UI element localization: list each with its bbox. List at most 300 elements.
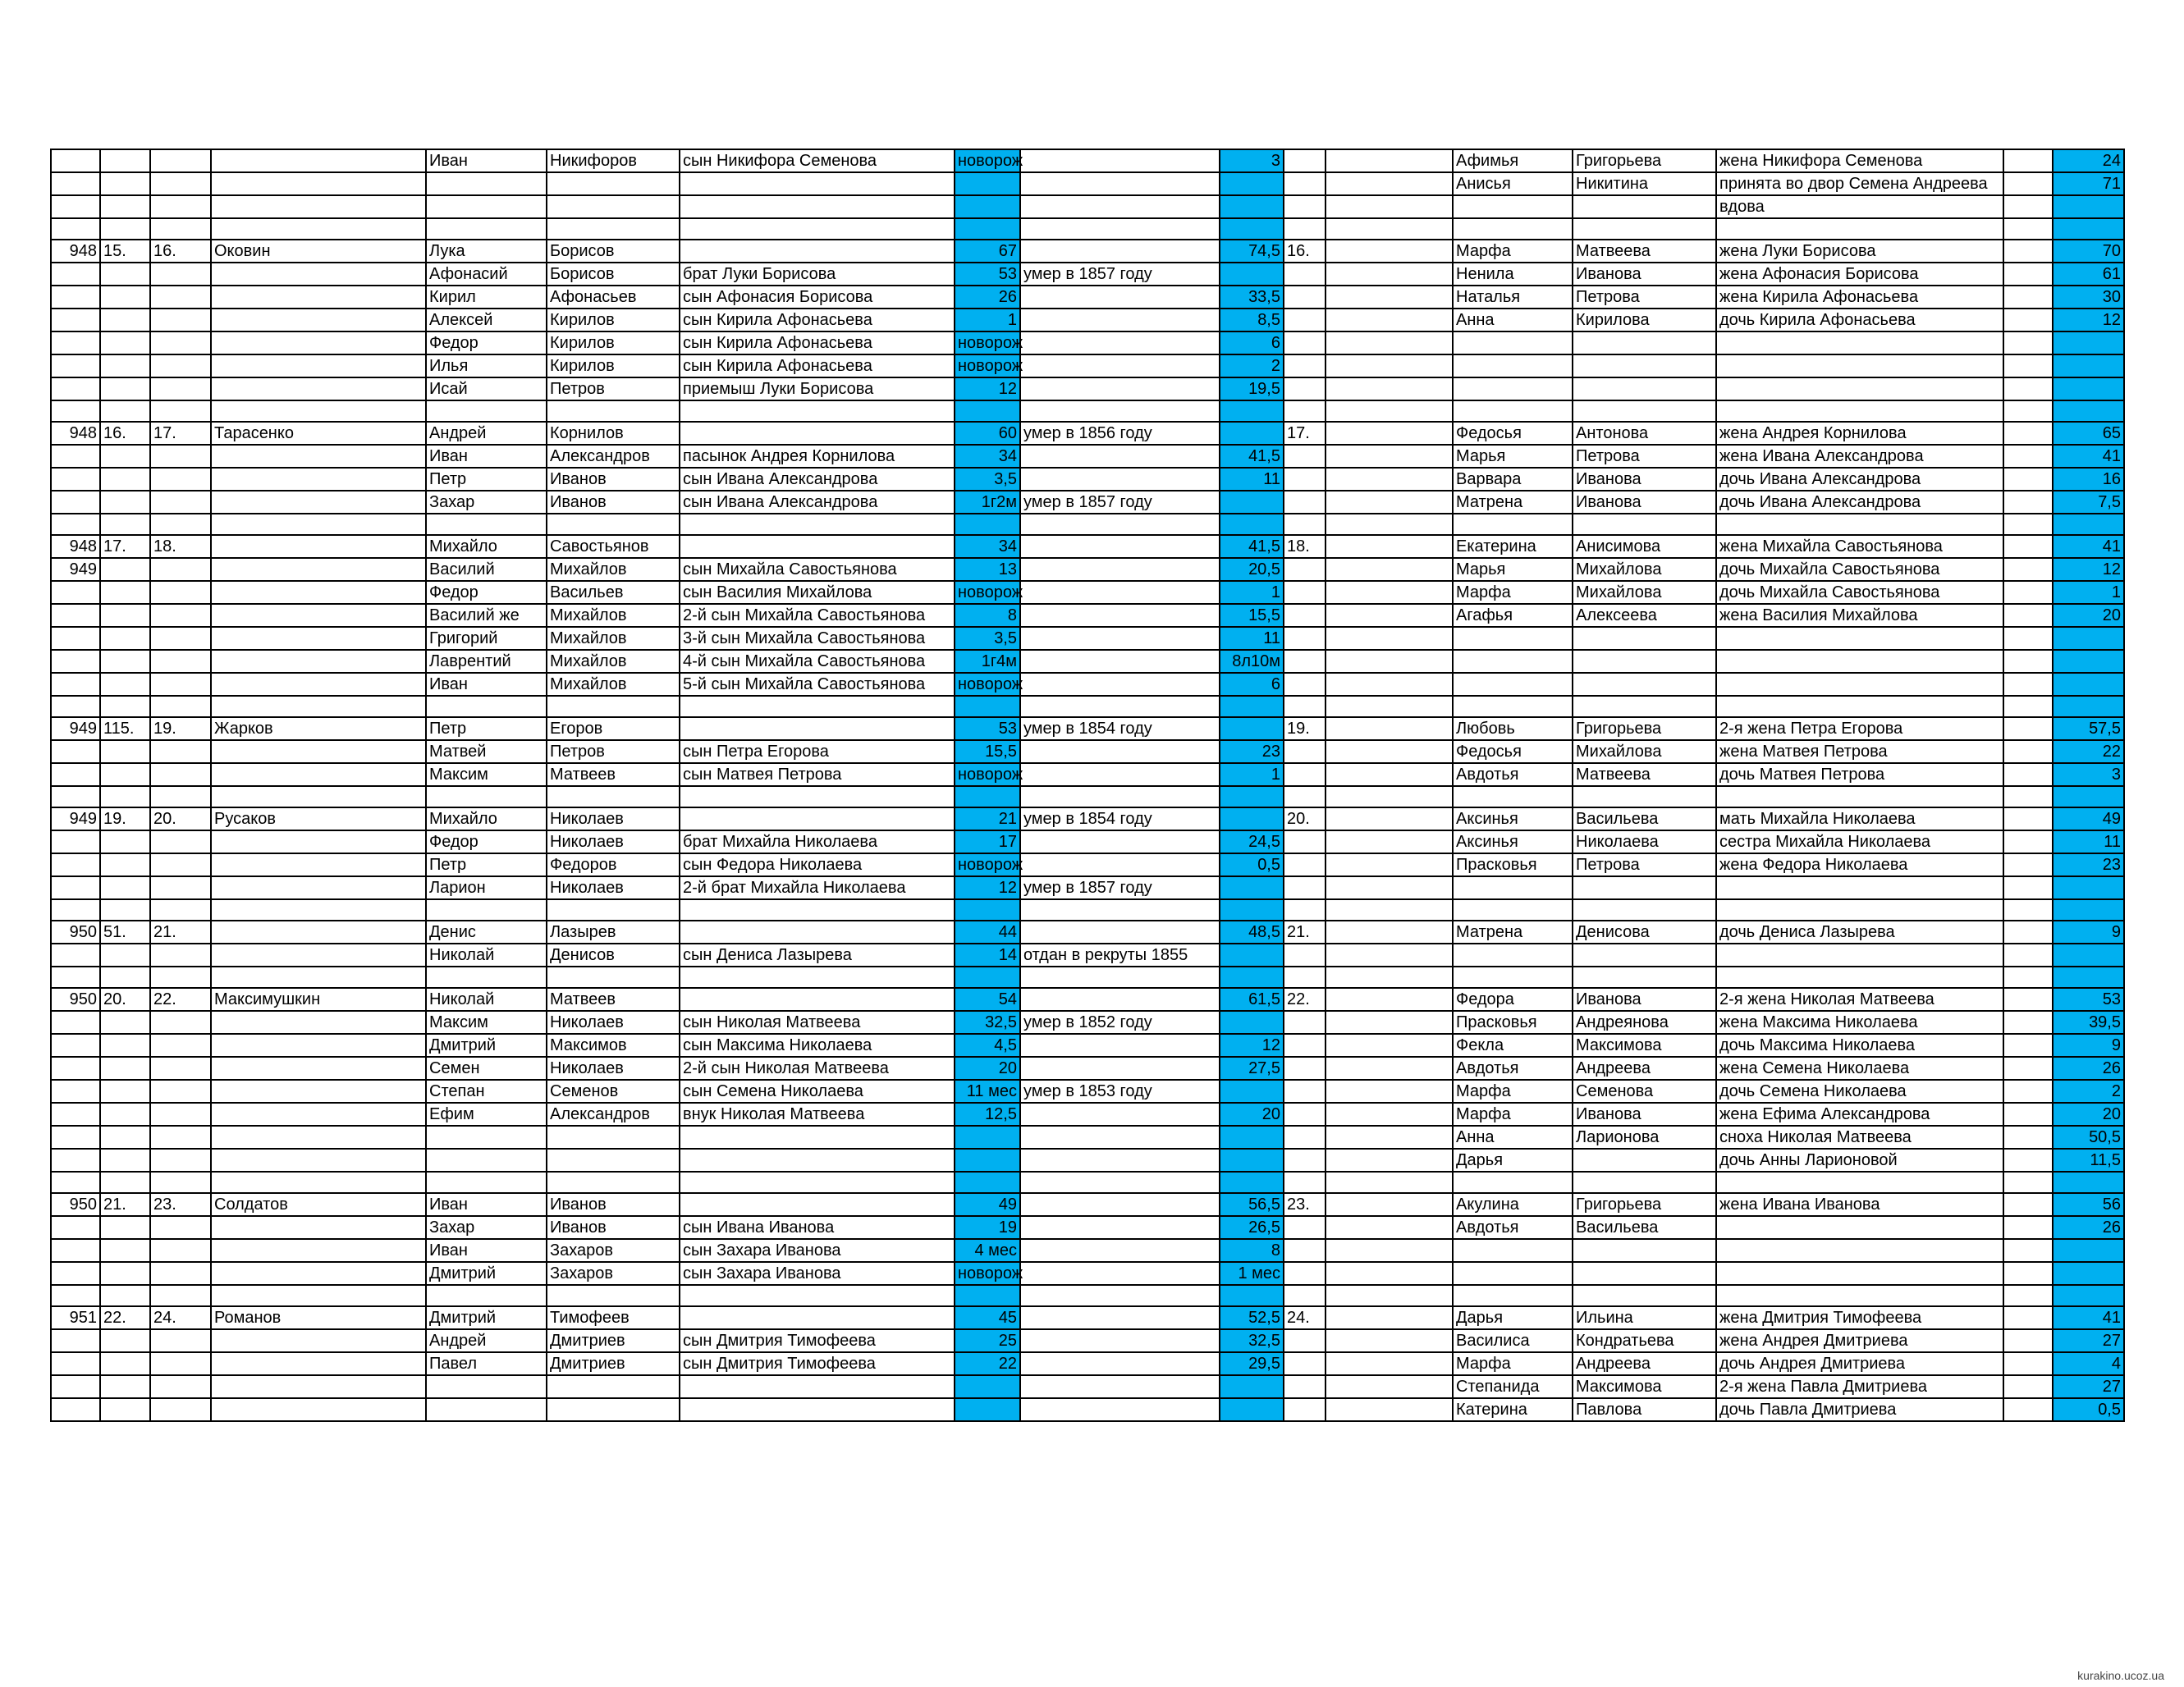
cell-female-patronymic: Максимова (1573, 1375, 1716, 1398)
cell-surname (211, 763, 426, 786)
cell-male-age-now: 48,5 (1220, 921, 1284, 944)
cell-male-relation (680, 422, 955, 445)
cell-new-household (150, 1034, 211, 1057)
census-table-body (51, 149, 2124, 1421)
cell-surname (211, 899, 426, 921)
cell-female-name: Катерина (1453, 1398, 1573, 1421)
cell-female-blank (1326, 195, 1453, 218)
cell-male-patronymic (547, 786, 680, 807)
cell-female-name: Анна (1453, 1126, 1573, 1149)
cell-new-household (150, 1239, 211, 1262)
cell-male-relation: сын Федора Николаева (680, 853, 955, 876)
cell-female-blank (1326, 514, 1453, 535)
cell-male-patronymic: Иванов (547, 1216, 680, 1239)
cell-female-age-prev (2003, 354, 2053, 377)
cell-female-age-prev (2003, 331, 2053, 354)
cell-female-name: Анна (1453, 309, 1573, 331)
cell-old-household (100, 899, 150, 921)
cell-female-blank (1326, 1285, 1453, 1306)
cell-male-name: Иван (426, 445, 547, 468)
cell-male-age-prev: 19 (955, 1216, 1020, 1239)
cell-female-name: Анисья (1453, 172, 1573, 195)
cell-male-age-now: 1 (1220, 581, 1284, 604)
cell-female-blank (1326, 1398, 1453, 1421)
cell-male-note (1020, 1306, 1220, 1329)
cell-female-age-now: 27 (2053, 1329, 2124, 1352)
cell-male-relation (680, 218, 955, 240)
cell-male-patronymic: Васильев (547, 581, 680, 604)
cell-male-relation: сын Ивана Александрова (680, 491, 955, 514)
cell-male-age-now: 61,5 (1220, 988, 1284, 1011)
table-row (51, 899, 2124, 921)
table-row (51, 1193, 2124, 1216)
cell-male-note (1020, 377, 1220, 400)
cell-female-relation: жена Ивана Иванова (1716, 1193, 2003, 1216)
cell-female-name: Федосья (1453, 422, 1573, 445)
cell-male-age-now (1220, 514, 1284, 535)
cell-female-patronymic (1573, 786, 1716, 807)
cell-female-patronymic: Андреева (1573, 1352, 1716, 1375)
cell-female-name (1453, 650, 1573, 673)
cell-male-age-now: 6 (1220, 673, 1284, 696)
cell-old-household (100, 581, 150, 604)
cell-male-relation (680, 967, 955, 988)
cell-old-household (100, 627, 150, 650)
cell-male-note (1020, 988, 1220, 1011)
cell-male-relation: 5-й сын Михайла Савостьянова (680, 673, 955, 696)
cell-female-patronymic (1573, 944, 1716, 967)
cell-female-patronymic (1573, 899, 1716, 921)
cell-male-relation: сын Ивана Иванова (680, 1216, 955, 1239)
table-row (51, 286, 2124, 309)
cell-male-age-prev: 3,5 (955, 468, 1020, 491)
cell-male-relation: пасынок Андрея Корнилова (680, 445, 955, 468)
cell-male-note (1020, 650, 1220, 673)
cell-old-household (100, 830, 150, 853)
cell-male-relation: сын Афонасия Борисова (680, 286, 955, 309)
cell-surname (211, 967, 426, 988)
cell-male-name: Павел (426, 1352, 547, 1375)
cell-male-patronymic: Максимов (547, 1034, 680, 1057)
cell-new-household (150, 899, 211, 921)
cell-male-name: Кирил (426, 286, 547, 309)
cell-page (51, 1216, 100, 1239)
cell-female-name: Прасковья (1453, 853, 1573, 876)
cell-female-name: Ненила (1453, 263, 1573, 286)
cell-female-blank (1326, 807, 1453, 830)
cell-male-patronymic: Борисов (547, 240, 680, 263)
cell-female-name (1453, 1172, 1573, 1193)
cell-male-patronymic: Александров (547, 1103, 680, 1126)
cell-male-name: Захар (426, 491, 547, 514)
cell-male-name: Дмитрий (426, 1034, 547, 1057)
cell-surname (211, 696, 426, 717)
cell-male-age-now: 26,5 (1220, 1216, 1284, 1239)
cell-old-household: 15. (100, 240, 150, 263)
cell-surname (211, 1239, 426, 1262)
cell-male-note (1020, 240, 1220, 263)
cell-male-name (426, 899, 547, 921)
cell-male-age-prev (955, 172, 1020, 195)
cell-male-age-prev: 14 (955, 944, 1020, 967)
cell-male-age-prev: 54 (955, 988, 1020, 1011)
cell-female-relation: жена Максима Николаева (1716, 1011, 2003, 1034)
cell-female-patronymic (1573, 218, 1716, 240)
cell-female-patronymic: Ильина (1573, 1306, 1716, 1329)
cell-female-blank (1326, 1172, 1453, 1193)
cell-female-relation: сноха Николая Матвеева (1716, 1126, 2003, 1149)
cell-female-relation (1716, 967, 2003, 988)
cell-male-age-prev: 13 (955, 558, 1020, 581)
cell-new-household: 22. (150, 988, 211, 1011)
cell-female-household (1284, 876, 1326, 899)
cell-new-household (150, 876, 211, 899)
cell-old-household (100, 263, 150, 286)
cell-female-name: Авдотья (1453, 763, 1573, 786)
cell-female-age-now: 26 (2053, 1057, 2124, 1080)
cell-page (51, 400, 100, 422)
cell-female-blank (1326, 1216, 1453, 1239)
cell-male-relation: сын Дмитрия Тимофеева (680, 1352, 955, 1375)
cell-new-household: 18. (150, 535, 211, 558)
cell-page (51, 172, 100, 195)
cell-male-patronymic (547, 967, 680, 988)
cell-female-patronymic: Петрова (1573, 853, 1716, 876)
cell-male-note (1020, 673, 1220, 696)
cell-female-name: Афимья (1453, 149, 1573, 172)
cell-new-household: 23. (150, 1193, 211, 1216)
cell-page (51, 377, 100, 400)
cell-male-patronymic: Николаев (547, 1011, 680, 1034)
cell-female-patronymic: Андреева (1573, 1057, 1716, 1080)
cell-female-age-prev (2003, 1306, 2053, 1329)
cell-old-household (100, 149, 150, 172)
cell-female-relation: жена Семена Николаева (1716, 1057, 2003, 1080)
cell-female-age-prev (2003, 740, 2053, 763)
cell-male-name (426, 786, 547, 807)
cell-female-name: Марфа (1453, 1080, 1573, 1103)
cell-female-name: Прасковья (1453, 1011, 1573, 1034)
cell-female-age-now: 24 (2053, 149, 2124, 172)
cell-female-age-prev (2003, 921, 2053, 944)
cell-surname (211, 218, 426, 240)
cell-female-age-now: 22 (2053, 740, 2124, 763)
table-row (51, 172, 2124, 195)
cell-female-age-now (2053, 331, 2124, 354)
cell-female-relation (1716, 1239, 2003, 1262)
cell-male-note (1020, 445, 1220, 468)
cell-female-blank (1326, 1034, 1453, 1057)
cell-male-age-now: 24,5 (1220, 830, 1284, 853)
cell-new-household (150, 853, 211, 876)
cell-female-relation (1716, 696, 2003, 717)
cell-female-age-prev (2003, 1262, 2053, 1285)
cell-male-age-now: 15,5 (1220, 604, 1284, 627)
cell-surname (211, 830, 426, 853)
cell-male-patronymic: Михайлов (547, 604, 680, 627)
cell-page (51, 1126, 100, 1149)
cell-female-blank (1326, 1306, 1453, 1329)
cell-female-blank (1326, 1193, 1453, 1216)
cell-page (51, 604, 100, 627)
cell-female-age-now: 39,5 (2053, 1011, 2124, 1034)
cell-old-household: 51. (100, 921, 150, 944)
cell-female-blank (1326, 627, 1453, 650)
cell-male-note (1020, 967, 1220, 988)
cell-male-name: Иван (426, 1239, 547, 1262)
table-row (51, 786, 2124, 807)
cell-female-household (1284, 263, 1326, 286)
cell-female-household (1284, 1057, 1326, 1080)
table-row (51, 1285, 2124, 1306)
cell-new-household (150, 468, 211, 491)
cell-female-relation: дочь Михайла Савостьянова (1716, 581, 2003, 604)
cell-female-household (1284, 581, 1326, 604)
cell-female-patronymic: Матвеева (1573, 240, 1716, 263)
table-row (51, 400, 2124, 422)
cell-old-household: 20. (100, 988, 150, 1011)
cell-page (51, 263, 100, 286)
cell-surname (211, 558, 426, 581)
table-row (51, 1103, 2124, 1126)
cell-female-name: Марфа (1453, 1352, 1573, 1375)
cell-female-patronymic: Денисова (1573, 921, 1716, 944)
cell-old-household (100, 673, 150, 696)
cell-male-name: Иван (426, 149, 547, 172)
cell-male-age-now: 56,5 (1220, 1193, 1284, 1216)
cell-old-household (100, 1262, 150, 1285)
cell-page: 949 (51, 807, 100, 830)
table-row (51, 763, 2124, 786)
cell-female-household (1284, 1103, 1326, 1126)
cell-male-note (1020, 604, 1220, 627)
cell-new-household (150, 1126, 211, 1149)
table-row (51, 673, 2124, 696)
cell-female-household (1284, 354, 1326, 377)
cell-male-age-now (1220, 944, 1284, 967)
cell-female-name (1453, 967, 1573, 988)
cell-new-household (150, 1352, 211, 1375)
cell-female-age-prev (2003, 445, 2053, 468)
cell-surname (211, 876, 426, 899)
cell-page (51, 1080, 100, 1103)
cell-surname (211, 627, 426, 650)
table-row (51, 604, 2124, 627)
watermark: kurakino.ucoz.ua (2077, 1669, 2164, 1682)
table-row (51, 1172, 2124, 1193)
cell-female-household (1284, 491, 1326, 514)
cell-female-relation: 2-я жена Николая Матвеева (1716, 988, 2003, 1011)
cell-old-household (100, 377, 150, 400)
cell-old-household (100, 558, 150, 581)
cell-female-blank (1326, 1352, 1453, 1375)
cell-female-age-prev (2003, 263, 2053, 286)
cell-male-age-now (1220, 1285, 1284, 1306)
cell-female-relation: дочь Семена Николаева (1716, 1080, 2003, 1103)
cell-male-relation: сын Максима Николаева (680, 1034, 955, 1057)
cell-female-name: Аксинья (1453, 830, 1573, 853)
cell-male-relation (680, 1285, 955, 1306)
cell-male-relation: приемыш Луки Борисова (680, 377, 955, 400)
cell-page: 950 (51, 921, 100, 944)
cell-page (51, 1375, 100, 1398)
cell-female-household (1284, 899, 1326, 921)
cell-male-note (1020, 558, 1220, 581)
cell-male-note: умер в 1856 году (1020, 422, 1220, 445)
cell-female-age-prev (2003, 218, 2053, 240)
cell-surname (211, 1329, 426, 1352)
cell-male-age-now (1220, 1398, 1284, 1421)
cell-male-patronymic: Денисов (547, 944, 680, 967)
cell-male-relation (680, 1306, 955, 1329)
cell-female-age-now (2053, 195, 2124, 218)
cell-female-age-prev (2003, 558, 2053, 581)
table-row (51, 354, 2124, 377)
cell-male-relation (680, 1172, 955, 1193)
cell-female-age-prev (2003, 1172, 2053, 1193)
cell-male-name: Иван (426, 1193, 547, 1216)
cell-male-patronymic: Кирилов (547, 354, 680, 377)
cell-male-age-now (1220, 172, 1284, 195)
cell-male-age-now: 1 (1220, 763, 1284, 786)
cell-female-name: Дарья (1453, 1149, 1573, 1172)
cell-female-patronymic: Васильева (1573, 1216, 1716, 1239)
cell-male-name: Илья (426, 354, 547, 377)
cell-male-patronymic: Александров (547, 445, 680, 468)
cell-female-relation (1716, 1216, 2003, 1239)
cell-male-note: умер в 1853 году (1020, 1080, 1220, 1103)
cell-female-name (1453, 899, 1573, 921)
cell-female-name (1453, 218, 1573, 240)
cell-female-household (1284, 1285, 1326, 1306)
cell-page (51, 1285, 100, 1306)
cell-female-patronymic: Михайлова (1573, 558, 1716, 581)
cell-female-name (1453, 627, 1573, 650)
cell-female-blank (1326, 717, 1453, 740)
table-row (51, 1398, 2124, 1421)
cell-male-note: умер в 1852 году (1020, 1011, 1220, 1034)
cell-female-age-prev (2003, 1216, 2053, 1239)
cell-female-age-prev (2003, 514, 2053, 535)
table-row (51, 468, 2124, 491)
cell-female-blank (1326, 1011, 1453, 1034)
cell-female-name (1453, 876, 1573, 899)
cell-male-age-prev: 12 (955, 377, 1020, 400)
cell-male-relation: сын Захара Иванова (680, 1239, 955, 1262)
cell-male-relation: сын Николая Матвеева (680, 1011, 955, 1034)
cell-female-patronymic: Григорьева (1573, 1193, 1716, 1216)
cell-surname (211, 535, 426, 558)
cell-old-household (100, 1034, 150, 1057)
cell-male-patronymic: Иванов (547, 491, 680, 514)
cell-female-blank (1326, 988, 1453, 1011)
cell-female-blank (1326, 1080, 1453, 1103)
cell-male-patronymic (547, 1285, 680, 1306)
cell-female-age-prev (2003, 673, 2053, 696)
cell-female-blank (1326, 1149, 1453, 1172)
cell-surname (211, 445, 426, 468)
cell-female-name: Наталья (1453, 286, 1573, 309)
cell-male-age-prev: 3,5 (955, 627, 1020, 650)
cell-female-age-now: 27 (2053, 1375, 2124, 1398)
cell-male-note (1020, 740, 1220, 763)
cell-male-note (1020, 921, 1220, 944)
cell-male-patronymic: Никифоров (547, 149, 680, 172)
cell-male-note: умер в 1857 году (1020, 263, 1220, 286)
cell-female-age-prev (2003, 1239, 2053, 1262)
cell-female-name: Варвара (1453, 468, 1573, 491)
cell-male-relation (680, 1398, 955, 1421)
cell-new-household (150, 696, 211, 717)
cell-male-age-prev: 60 (955, 422, 1020, 445)
cell-female-age-now: 9 (2053, 1034, 2124, 1057)
cell-female-age-prev (2003, 172, 2053, 195)
cell-female-age-prev (2003, 807, 2053, 830)
cell-male-age-prev: 45 (955, 1306, 1020, 1329)
cell-male-note: умер в 1857 году (1020, 876, 1220, 899)
cell-new-household (150, 377, 211, 400)
cell-male-relation (680, 899, 955, 921)
cell-male-relation: сын Семена Николаева (680, 1080, 955, 1103)
cell-female-relation (1716, 1285, 2003, 1306)
cell-male-age-prev: новорож (955, 673, 1020, 696)
cell-surname (211, 921, 426, 944)
cell-female-household (1284, 218, 1326, 240)
cell-surname (211, 1103, 426, 1126)
cell-female-blank (1326, 400, 1453, 422)
cell-new-household (150, 786, 211, 807)
cell-female-blank (1326, 1239, 1453, 1262)
table-row (51, 240, 2124, 263)
cell-male-name (426, 1126, 547, 1149)
cell-male-age-prev (955, 1126, 1020, 1149)
cell-female-relation (1716, 331, 2003, 354)
cell-female-relation: жена Андрея Корнилова (1716, 422, 2003, 445)
cell-male-age-prev: 53 (955, 263, 1020, 286)
cell-female-name: Федора (1453, 988, 1573, 1011)
cell-female-relation: жена Матвея Петрова (1716, 740, 2003, 763)
cell-surname (211, 468, 426, 491)
table-row (51, 740, 2124, 763)
cell-female-age-now (2053, 786, 2124, 807)
cell-old-household (100, 1172, 150, 1193)
cell-new-household (150, 1057, 211, 1080)
cell-male-patronymic: Семенов (547, 1080, 680, 1103)
cell-male-age-now (1220, 786, 1284, 807)
cell-female-patronymic: Григорьева (1573, 717, 1716, 740)
cell-female-patronymic: Андреянова (1573, 1011, 1716, 1034)
cell-male-age-now (1220, 195, 1284, 218)
cell-female-age-prev (2003, 1398, 2053, 1421)
cell-male-relation: сын Ивана Александрова (680, 468, 955, 491)
cell-male-patronymic (547, 400, 680, 422)
cell-male-age-now: 27,5 (1220, 1057, 1284, 1080)
cell-new-household: 17. (150, 422, 211, 445)
cell-male-patronymic: Дмитриев (547, 1352, 680, 1375)
cell-female-name: Екатерина (1453, 535, 1573, 558)
cell-female-age-now (2053, 673, 2124, 696)
cell-male-patronymic: Михайлов (547, 627, 680, 650)
cell-female-patronymic: Николаева (1573, 830, 1716, 853)
cell-male-note (1020, 830, 1220, 853)
cell-male-patronymic: Захаров (547, 1262, 680, 1285)
cell-male-patronymic: Дмитриев (547, 1329, 680, 1352)
cell-new-household (150, 581, 211, 604)
cell-male-patronymic (547, 514, 680, 535)
cell-female-age-prev (2003, 696, 2053, 717)
cell-male-patronymic (547, 899, 680, 921)
cell-male-relation (680, 172, 955, 195)
